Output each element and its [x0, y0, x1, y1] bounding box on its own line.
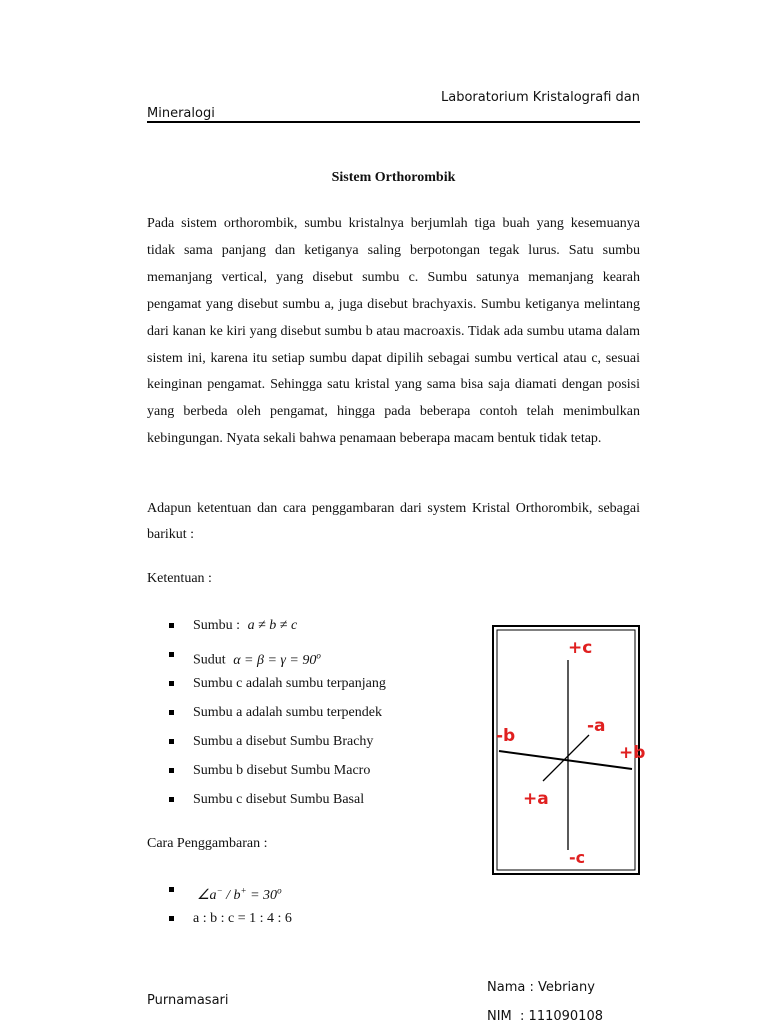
footer-nama: Nama : Vebriany — [487, 980, 595, 995]
sumbu-label: Sumbu : — [193, 618, 241, 633]
crystal-axes-figure — [492, 625, 646, 875]
label-minus-a: -a — [587, 716, 606, 736]
list-item: Sumbu c adalah sumbu terpanjang — [168, 674, 386, 703]
label-plus-c: +c — [568, 638, 593, 658]
cara-list — [168, 880, 292, 938]
label-plus-b: +b — [619, 743, 646, 763]
degree-symbol: o — [316, 650, 321, 660]
body-paragraph-2: Adapun ketentuan dan cara penggambaran dari system Kristal Orthorombik, sebagai barikut : — [147, 501, 640, 542]
list-item — [168, 645, 386, 674]
ketentuan-list — [168, 616, 386, 819]
figure-outer-frame — [493, 626, 639, 874]
angle-formula: ∠a− / $b^+ = 30^o$ — [197, 885, 282, 903]
header-title-line1: Laboratorium Kristalografi dan — [441, 90, 640, 105]
page-title: Sistem Orthorombik — [331, 170, 456, 185]
cara-heading: Cara Penggambaran : — [147, 836, 268, 851]
list-item: a : b : c = 1 : 4 : 6 — [168, 909, 292, 938]
list-item — [168, 880, 292, 909]
body-paragraph-1: Pada sistem orthorombik, sumbu kristalnya berjumlah tiga buah yang kesemuanya tidak sama panjang dan ketiganya saling berpotongan tegak lurus. Satu sumbu memanjang vertical, yang disebut sumbu c. Sumbu satunya memanjang kearah pengamat yang disebut sumbu a, juga disebut brachyaxis. Sumbu ketiganya melintang dari kanan ke kiri yang disebut sumbu b atau macroaxis. Tidak ada sumbu utama dalam sistem ini, karena itu setiap sumbu dapat dipilih sebagai sumbu vertical atau c, sesuai keinginan pengamat. Sehingga satu kristal yang sama bisa saja diamati dengan posisi yang berbeda oleh pengamat, hingga pada beberapa contoh telah menimbulkan kebingungan. Nyata sekali bahwa penamaan beberapa macam bentuk tidak tetap. — [147, 216, 640, 447]
label-minus-b: -b — [496, 726, 516, 746]
sumbu-formula: a ≠ b ≠ c — [247, 618, 298, 633]
footer-nim: NIM : 111090108 — [487, 1009, 603, 1024]
sudut-formula: $\alpha = \beta = \gamma = 90^o$ — [233, 650, 321, 668]
ketentuan-heading: Ketentuan : — [147, 571, 212, 586]
list-item — [168, 616, 386, 645]
label-plus-a: +a — [523, 789, 549, 809]
list-item: Sumbu a adalah sumbu terpendek — [168, 703, 386, 732]
footer-name-left: Purnamasari — [147, 993, 229, 1008]
label-minus-c: -c — [569, 848, 586, 867]
list-item: Sumbu b disebut Sumbu Macro — [168, 761, 386, 790]
sudut-label: Sudut — [193, 652, 226, 668]
list-item: Sumbu c disebut Sumbu Basal — [168, 790, 386, 819]
list-item: Sumbu a disebut Sumbu Brachy — [168, 732, 386, 761]
header-divider — [147, 121, 640, 123]
header-title-line2: Mineralogi — [147, 106, 215, 121]
